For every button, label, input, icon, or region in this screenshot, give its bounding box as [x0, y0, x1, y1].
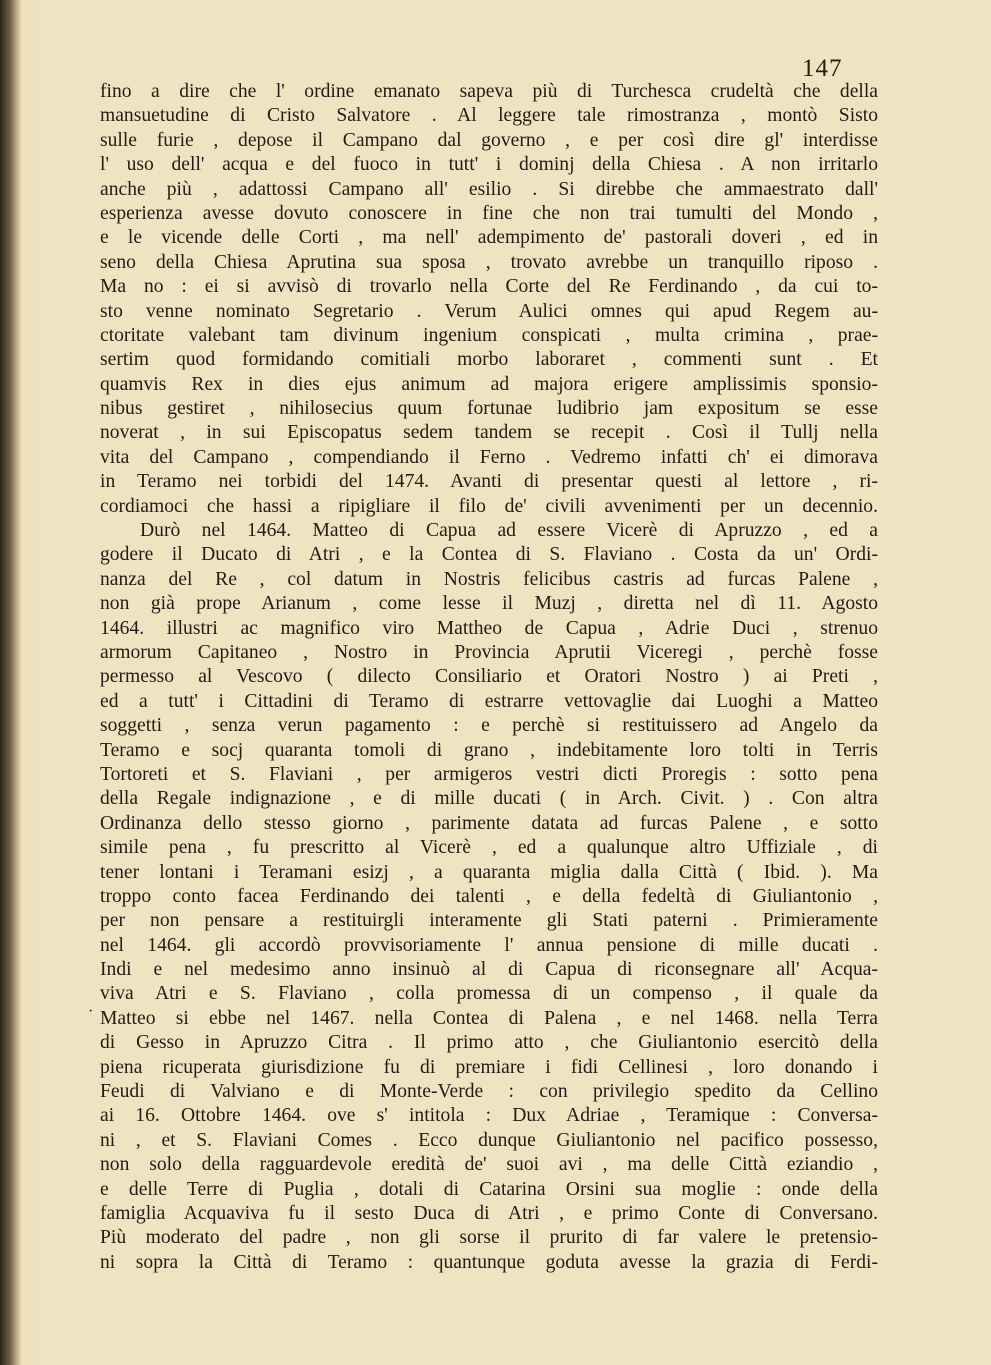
- text-line: di Gesso in Apruzzo Citra . Il primo atto , che Giuliantonio esercitò della: [100, 1032, 878, 1054]
- text-line: della Regale indignazione , e di mille ducati ( in Arch. Civit. ) . Con altra: [100, 788, 878, 810]
- text-line: per non pensare a restituirgli interamente gli Stati paterni . Primieramente: [100, 910, 878, 932]
- text-line: Teramo e socj quaranta tomoli di grano , indebitamente loro tolti in Terris: [100, 739, 878, 761]
- text-line: sertim quod formidando comitiali morbo laboraret , commenti sunt . Et: [100, 349, 878, 371]
- text-line: ni sopra la Città di Teramo : quantunque goduta avesse la grazia di Ferdi-: [100, 1251, 878, 1273]
- text-line: mansuetudine di Cristo Salvatore . Al leggere tale rimostranza , montò Sisto: [100, 105, 878, 127]
- text-line: ctoritate valebant tam divinum ingenium conspicati , multa crimina , prae-: [100, 324, 878, 346]
- text-line: cordiamoci che hassi a ripigliare il filo de' civili avvenimenti per un decennio.: [100, 495, 878, 517]
- text-line: anche più , adattossi Campano all' esilio . Si direbbe che ammaestrato dall': [100, 178, 878, 200]
- text-line: soggetti , senza verun pagamento : e perchè si restituissero ad Angelo da: [100, 715, 878, 737]
- text-line: viva Atri e S. Flaviano , colla promessa di un compenso , il quale da: [100, 983, 878, 1005]
- text-line: Matteo si ebbe nel 1467. nella Contea di Palena , e nel 1468. nella Terra: [100, 1007, 878, 1029]
- text-line: quamvis Rex in dies ejus animum ad majora erigere amplissimis sponsio-: [100, 373, 878, 395]
- text-line: l' uso dell' acqua e del fuoco in tutt' i dominj della Chiesa . A non irritarlo: [100, 154, 878, 176]
- text-line: nel 1464. gli accordò provvisoriamente l' annua pensione di mille ducati .: [100, 934, 878, 956]
- text-line: 1464. illustri ac magnifico viro Mattheo de Capua , Adrie Duci , strenuo: [100, 617, 878, 639]
- text-line: e delle Terre di Puglia , dotali di Catarina Orsini sua moglie : onde della: [100, 1178, 878, 1200]
- text-line: Durò nel 1464. Matteo di Capua ad essere Vicerè di Apruzzo , ed a: [140, 520, 878, 542]
- text-line: non solo della ragguardevole eredità de' suoi avi , ma delle Città eziandio ,: [100, 1154, 878, 1176]
- text-line: permesso al Vescovo ( dilecto Consiliario et Oratori Nostro ) ai Preti ,: [100, 666, 878, 688]
- text-line: armorum Capitaneo , Nostro in Provincia Aprutii Viceregi , perchè fosse: [100, 641, 878, 663]
- text-line: nibus gestiret , nihilosecius quum fortunae ludibrio jam expositum se esse: [100, 398, 878, 420]
- text-line: sulle furie , depose il Campano dal governo , e per così dire gl' interdisse: [100, 129, 878, 151]
- scan-binding-shadow: [0, 0, 22, 1365]
- text-line: Ma no : ei si avvisò di trovarlo nella Corte del Re Ferdinando , da cui to-: [100, 276, 878, 298]
- page-number: 147: [802, 55, 843, 82]
- text-line: seno della Chiesa Aprutina sua sposa , trovato avrebbe un tranquillo riposo .: [100, 251, 878, 273]
- text-line: noverat , in sui Episcopatus sedem tandem se recepit . Così il Tullj nella: [100, 422, 878, 444]
- text-line: e le vicende delle Corti , ma nell' adempimento de' pastorali doveri , ed in: [100, 227, 878, 249]
- margin-mark: ·: [88, 1003, 94, 1020]
- text-line: famiglia Acquaviva fu il sesto Duca di Atri , e primo Conte di Conversano.: [100, 1202, 878, 1224]
- text-line: ai 16. Ottobre 1464. ove s' intitola : Dux Adriae , Teramique : Conversa-: [100, 1105, 878, 1127]
- text-line: esperienza avesse dovuto conoscere in fine che non trai tumulti del Mondo ,: [100, 202, 878, 224]
- text-line: in Teramo nei torbidi del 1474. Avanti di presentar questi al lettore , ri-: [100, 471, 878, 493]
- text-line: vita del Campano , compendiando il Ferno . Vedremo infatti ch' ei dimorava: [100, 446, 878, 468]
- text-line: non già prope Arianum , come lesse il Muzj , diretta nel dì 11. Agosto: [100, 593, 878, 615]
- text-line: tener lontani i Teramani esizj , a quaranta miglia dalla Città ( Ibid. ). Ma: [100, 861, 878, 883]
- book-page: [40, 0, 991, 1365]
- text-line: nanza del Re , col datum in Nostris felicibus castris ad furcas Palene ,: [100, 568, 878, 590]
- text-line: godere il Ducato di Atri , e la Contea di S. Flaviano . Costa da un' Ordi-: [100, 544, 878, 566]
- text-line: ed a tutt' i Cittadini di Teramo di estrarre vettovaglie dai Luoghi a Matteo: [100, 690, 878, 712]
- text-line: piena ricuperata giurisdizione fu di premiare i fidi Cellinesi , loro donando i: [100, 1056, 878, 1078]
- body-text: [100, 80, 878, 1275]
- text-line: troppo conto facea Ferdinando dei talenti , e della fedeltà di Giuliantonio ,: [100, 885, 878, 907]
- text-line: ni , et S. Flaviani Comes . Ecco dunque Giuliantonio nel pacifico possesso,: [100, 1129, 878, 1151]
- text-line: fino a dire che l' ordine emanato sapeva più di Turchesca crudeltà che della: [100, 81, 878, 102]
- text-line: Più moderato del padre , non gli sorse il prurito di far valere le pretensio-: [100, 1227, 878, 1249]
- text-line: sto venne nominato Segretario . Verum Aulici omnes qui apud Regem au-: [100, 300, 878, 322]
- text-line: Ordinanza dello stesso giorno , parimente datata ad furcas Palene , e sotto: [100, 812, 878, 834]
- text-line: Indi e nel medesimo anno insinuò al di Capua di riconsegnare all' Acqua-: [100, 959, 878, 981]
- text-line: Feudi di Valviano e di Monte-Verde : con privilegio spedito da Cellino: [100, 1081, 878, 1103]
- text-line: Tortoreti et S. Flaviani , per armigeros vestri dicti Proregis : sotto pena: [100, 763, 878, 785]
- text-line: simile pena , fu prescritto al Vicerè , ed a qualunque altro Uffiziale , di: [100, 837, 878, 859]
